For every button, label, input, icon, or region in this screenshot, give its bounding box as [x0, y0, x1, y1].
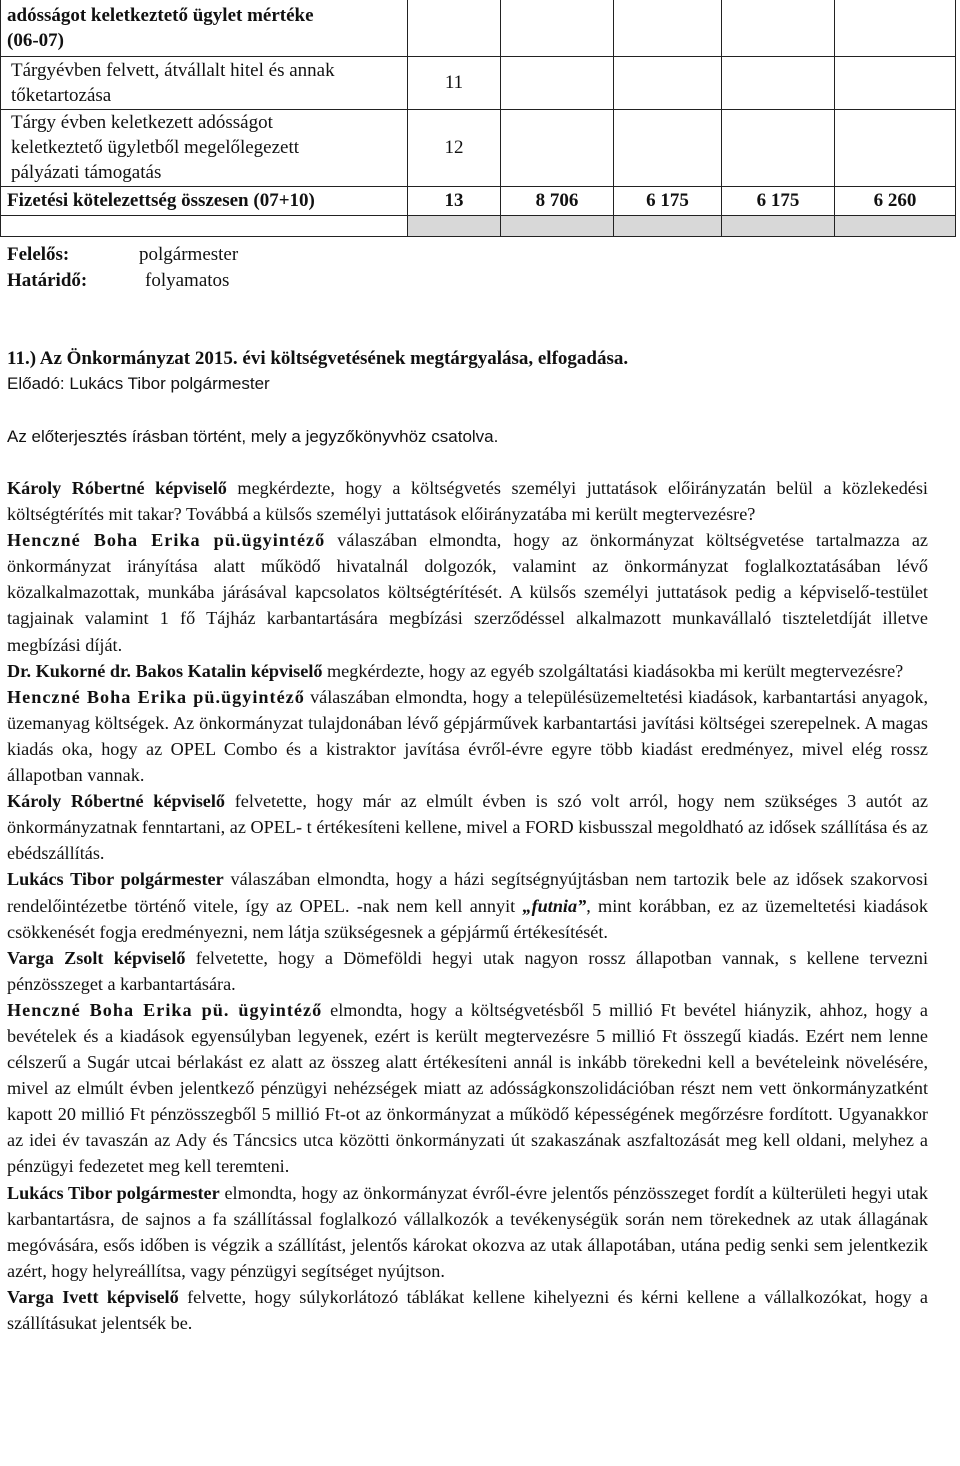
row-label: Tárgyévben felvett, átvállalt hitel és annak tőketartozása	[1, 56, 408, 109]
speaker-name: Varga Zsolt képviselő	[7, 947, 186, 968]
row-label: Fizetési kötelezettség összesen (07+10)	[1, 186, 408, 215]
minutes-body	[7, 475, 928, 1336]
table-row	[1, 109, 956, 186]
minutes-paragraph: Henczné Boha Erika pü.ügyintéző válaszában elmondta, hogy az önkormányzat költségvetése tartalmazza az önkormányzat irányítása alatt működő hivatalnál dolgozók, valamint az önkormányzat foglalkoztatásában lévő közalkalmazottak, munkába járásával kapcsolatos költségtérítését. A külsős személyi juttatások pedig a képviselő-testület tagjainak valamint 1 fő Tájház karbantartására megbízási szerződéssel alkalmazott munkavállaló tiszteletdíját illetve megbízási díját.	[7, 530, 929, 655]
spacer-cell	[614, 215, 722, 236]
speaker-name: Dr. Kukorné dr. Bakos Katalin képviselő	[7, 660, 323, 681]
cell-value	[722, 56, 835, 109]
speaker-name: Varga Ivett képviselő	[7, 1286, 179, 1307]
fiscal-table	[0, 0, 956, 237]
cell-value	[835, 56, 956, 109]
spacer-cell	[408, 215, 501, 236]
cell-value	[835, 0, 956, 56]
speaker-name: Henczné Boha Erika pü. ügyintéző	[7, 999, 323, 1020]
hatarido-value: folyamatos	[145, 270, 230, 291]
cell-value	[614, 109, 722, 186]
cell-value	[614, 0, 722, 56]
cell-value	[614, 56, 722, 109]
agenda-title: 11.) Az Önkormányzat 2015. évi költségvetésének megtárgyalása, elfogadása.	[7, 348, 629, 369]
speaker-name: Károly Róbertné képviselő	[7, 791, 226, 812]
row-code	[408, 0, 501, 56]
row-code: 12	[408, 109, 501, 186]
cell-value: 6 175	[614, 186, 722, 215]
minutes-paragraph: Károly Róbertné képviselő megkérdezte, hogy a költségvetés személyi juttatások előirányzatán belül a közlekedési költségtérítés mit takar? Továbbá a külsős személyi juttatások előirányzatába mi került megtervezésre?	[7, 478, 928, 525]
minutes-paragraph: Varga Zsolt képviselő felvetette, hogy a Dömeföldi hegyi utak nagyon rossz állapotban vannak, s kellene tervezni pénzösszeget a karbantartására.	[7, 947, 929, 994]
minutes-paragraph: Henczné Boha Erika pü. ügyintéző elmondta, hogy a költségvetésből 5 millió Ft bevétel hiányzik, ahhoz, hogy a bevételek és a kiadások egyensúlyban legyenek, ezért is került megtervezésre 5 millió Ft összegű kiadás. Ezért nem lenne célszerű a Sugár utcai bérlakást ez alatt az összeg alatt értékesíteni annál is inkább törekedni kell a bevételeink növelésére, mivel az elmúlt évben jelentkező pénzügyi nehézségek miatt az adósságkonszolidációban részt nem vett önkormányzatként kapott 20 millió Ft pénzösszegből 5 millió Ft-ot az önkormányzat a működő képességének megőrzésre fordított. Ugyanakkor az idei év tavaszán az Ady és Táncsics utca közötti önkormányzati út szakaszának aszfaltozását meg kell oldani, melyhez a pénzügyi fedezetet meg kell teremteni.	[7, 999, 928, 1177]
table-spacer-row	[1, 215, 956, 236]
speaker-name: Lukács Tibor polgármester	[7, 869, 224, 890]
spacer-cell	[1, 215, 408, 236]
spacer-cell	[835, 215, 956, 236]
row-code: 11	[408, 56, 501, 109]
speaker-name: Henczné Boha Erika pü.ügyintéző	[7, 530, 326, 551]
deadline-row	[7, 268, 229, 294]
minutes-paragraph: Lukács Tibor polgármester válaszában elmondta, hogy a házi segítségnyújtásban nem tartozik bele az idősek szakorvosi rendelőintézetbe történő vitele, így az OPEL. -nak nem kell annyit „futnia”, mint korábban, ez az üzemeltetési kiadások csökkenését fogja eredményezni, nem látja szükségesnek a gépjármű értékesítését.	[7, 869, 929, 942]
minutes-paragraph: Lukács Tibor polgármester elmondta, hogy az önkormányzat évről-évre jelentős pénzösszeget fordít a külterületi hegyi utak karbantartásra, de sajnos a fa szállítással foglalkozó vállalkozók a tevékenységük során nem törekednek az utak állagának megóvására, esős időben is végzik a szállítást, jelentős károkat okozva az utak állapotában, utána pedig senki sem jelentkezik azért, hogy helyreállítsa, vagy pénzügyi segítséget nyújtson.	[7, 1182, 929, 1281]
hatarido-label: Határidő:	[7, 270, 88, 291]
felelos-value: polgármester	[139, 244, 239, 265]
agenda-presenter: Előadó: Lukács Tibor polgármester	[7, 374, 270, 393]
minutes-paragraph: Varga Ivett képviselő felvette, hogy súlykorlátozó táblákat kellene kihelyezni és kérni kellene a vállalkozókat, hogy a szállításukat jelentsék be.	[7, 1286, 928, 1333]
row-label: adósságot keletkeztető ügylet mértéke (06-07)	[1, 0, 408, 56]
cell-value	[501, 109, 614, 186]
quoted-word: „futnia”	[522, 895, 587, 916]
agenda-note: Az előterjesztés írásban történt, mely a jegyzőkönyvhöz csatolva.	[7, 427, 499, 446]
table-row	[1, 186, 956, 215]
cell-value	[722, 109, 835, 186]
table-row	[1, 0, 956, 56]
row-label: Tárgy évben keletkezett adósságot keletkeztető ügyletből megelőlegezett pályázati támogatás	[1, 109, 408, 186]
row-code: 13	[408, 186, 501, 215]
cell-value	[501, 0, 614, 56]
minutes-paragraph: Dr. Kukorné dr. Bakos Katalin képviselő megkérdezte, hogy az egyéb szolgáltatási kiadásokba mi került megtervezésre?	[7, 660, 904, 681]
felelos-label: Felelős:	[7, 244, 70, 265]
cell-value	[835, 109, 956, 186]
cell-value	[722, 0, 835, 56]
speaker-name: Károly Róbertné képviselő	[7, 478, 227, 498]
cell-value: 6 260	[835, 186, 956, 215]
minutes-paragraph: Károly Róbertné képviselő felvetette, hogy már az elmúlt évben is szó volt arról, hogy nem szükséges 3 autót az önkormányzatnak fenntartani, az OPEL- t értékesíteni kellene, mivel a FORD kisbusszal megoldható az idősek szállítása és az ebédszállítás.	[7, 791, 928, 864]
spacer-cell	[722, 215, 835, 236]
spacer-cell	[501, 215, 614, 236]
cell-value	[501, 56, 614, 109]
cell-value: 6 175	[722, 186, 835, 215]
speaker-name: Henczné Boha Erika pü.ügyintéző	[7, 686, 305, 707]
minutes-paragraph: Henczné Boha Erika pü.ügyintéző válaszában elmondta, hogy a településüzemeltetési kiadások, karbantartási anyagok, üzemanyag költségek. Az önkormányzat tulajdonában lévő gépjárművek karbantartási javítási költségei szerepelnek. A magas kiadás oka, hogy az OPEL Combo és a kistraktor javítása évről-évre egyre több kiadást eredményez, mivel elég rossz állapotban vannak.	[7, 686, 929, 786]
responsible-row	[7, 242, 238, 268]
table-row	[1, 56, 956, 109]
speaker-name: Lukács Tibor polgármester	[7, 1182, 220, 1203]
cell-value: 8 706	[501, 186, 614, 215]
